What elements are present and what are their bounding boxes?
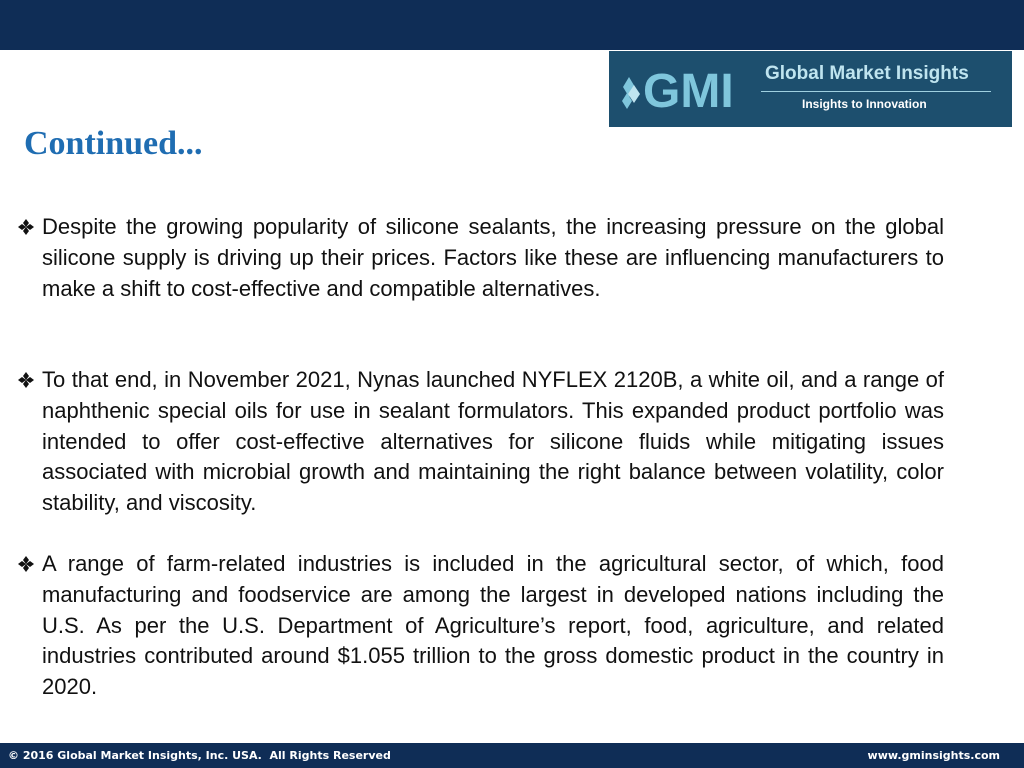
diamond-bullet-icon bbox=[16, 370, 36, 390]
footer-bar bbox=[0, 743, 1024, 768]
top-banner bbox=[0, 0, 1024, 50]
logo-mark-text: GMI bbox=[643, 65, 734, 118]
diamond-bullet-icon bbox=[16, 554, 36, 574]
footer-copyright: © 2016 Global Market Insights, Inc. USA. All Rights Reserved bbox=[8, 749, 391, 762]
gmi-logo bbox=[609, 51, 1012, 127]
bullet-text: Despite the growing popularity of silicone sealants, the increasing pressure on the global silicone supply is driving up their prices. Factors like these are influencing manufacturers to make a shift to cost-effective and compatible alternatives. bbox=[42, 214, 944, 301]
logo-tagline: Insights to Innovation bbox=[802, 97, 927, 111]
page-title: Continued... bbox=[24, 125, 203, 162]
logo-company-name: Global Market Insights bbox=[765, 63, 969, 84]
footer-website-link[interactable]: www.gminsights.com bbox=[867, 749, 1000, 762]
logo-divider bbox=[761, 91, 991, 92]
bullet-text: A range of farm-related industries is included in the agricultural sector, of which, food manufacturing and foodservice are among the largest in developed nations including the U.S. As per the U.S. Department of Agriculture’s report, food, agriculture, and related industries contributed around $1.055 trillion to the gross domestic product in the country in 2020. bbox=[42, 551, 944, 700]
gmi-diamond-logo-icon bbox=[617, 57, 767, 121]
diamond-bullet-icon bbox=[16, 217, 36, 237]
bullet-text: To that end, in November 2021, Nynas launched NYFLEX 2120B, a white oil, and a range of naphthenic special oils for use in sealant formulators. This expanded product portfolio was intended to offer cost-effective alternatives for silicone fluids while mitigating issues associated with microbial growth and maintaining the right balance between volatility, color stability, and viscosity. bbox=[42, 367, 944, 516]
